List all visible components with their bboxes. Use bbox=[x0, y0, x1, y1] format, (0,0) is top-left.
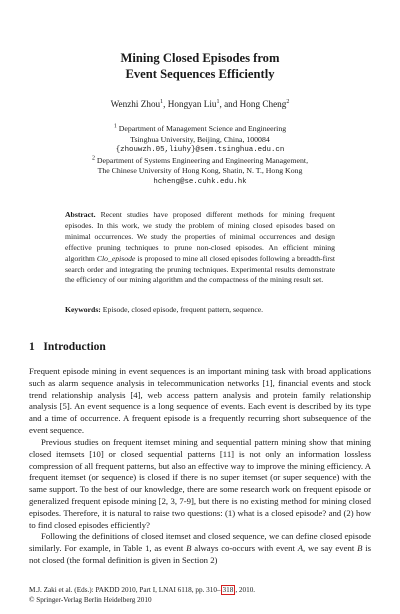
affiliation-marker: 2 bbox=[91, 155, 95, 162]
keywords-label: Keywords: bbox=[65, 305, 101, 314]
paragraph-3-text: Following the definitions of closed itemset and closed sequence, we can define closed episode similarly. For example, in Table 1, as event bbox=[29, 531, 371, 554]
affiliations bbox=[0, 124, 400, 188]
citation-text: , 2010. bbox=[235, 586, 256, 594]
event-symbol: B bbox=[357, 543, 363, 554]
abstract bbox=[65, 210, 335, 286]
paragraph-3-text: , we say event bbox=[303, 543, 358, 554]
author-affiliation-marker: 1 bbox=[216, 98, 220, 105]
section-heading bbox=[29, 341, 106, 353]
keywords-text: Episode, closed episode, frequent pattern, sequence. bbox=[100, 305, 264, 314]
affiliation-2-line-1 bbox=[0, 156, 400, 167]
affiliation-1-email: {zhouwzh.05,liuhy}@sem.tsinghua.edu.cn bbox=[115, 146, 285, 155]
affiliation-1-line-1 bbox=[0, 124, 400, 135]
abstract-text-1: Recent studies have proposed different methods for mining frequent episodes. In this work, we study the problem of mining closed episodes based on minimal occurrences. We study the properties of minimal occurrences and design effective pruning techniques to prune non-closed episodes. An efficient mining algorithm bbox=[65, 210, 335, 263]
author-name: Hong Cheng bbox=[239, 99, 287, 109]
citation-line bbox=[29, 586, 255, 596]
paragraph-1: Frequent episode mining in event sequences is an important mining task with broad applications such as alarm sequence analysis in telecommunication networks [1], financial events and stock trend relationship analysis [4], web access pattern analysis and protein family relationship analysis [5]. An event sequence is a long sequence of events. Each event is described by its type and a time of occurrence. A frequent episode is a frequently recurring short subsequence of the event sequence. bbox=[29, 366, 371, 436]
title-line-1: Mining Closed Episodes from bbox=[120, 51, 280, 65]
affiliation-2-email: hcheng@se.cuhk.edu.hk bbox=[153, 177, 247, 186]
author-separator: , bbox=[163, 99, 168, 109]
event-symbol: B bbox=[186, 543, 192, 554]
author-list bbox=[0, 99, 400, 109]
author-affiliation-marker: 2 bbox=[286, 98, 290, 105]
event-symbol: A bbox=[297, 543, 304, 554]
paragraph-3 bbox=[29, 531, 371, 566]
affiliation-marker: 1 bbox=[113, 123, 117, 130]
affiliation-2-line-2: The Chinese University of Hong Kong, Shatin, N. T., Hong Kong bbox=[97, 166, 303, 176]
copyright-line: © Springer-Verlag Berlin Heidelberg 2010 bbox=[29, 595, 152, 604]
affiliation-text: Department of Systems Engineering and Engineering Management, bbox=[96, 155, 309, 165]
footer bbox=[29, 586, 255, 605]
abstract-text-2: is proposed to mine all closed episodes following a breadth-first search order and integrating the pruning techniques. Experimental results demonstrate the efficiency of our mining algorithm and the compactness of the mining result set. bbox=[65, 253, 336, 285]
algorithm-name: Clo_episode bbox=[96, 253, 136, 263]
affiliation-text: Department of Management Science and Engineering bbox=[118, 124, 287, 133]
affiliation-1-line-2: Tsinghua University, Beijing, China, 100084 bbox=[130, 134, 270, 144]
citation-text: M.J. Zaki et al. (Eds.): PAKDD 2010, Part I, LNAI 6118, pp. 310– bbox=[29, 586, 221, 594]
paragraph-3-text: is not closed (the formal definition is given in Section 2) bbox=[29, 543, 371, 565]
title-line-2: Event Sequences Efficiently bbox=[125, 67, 275, 81]
body-text bbox=[29, 366, 371, 567]
paper-title bbox=[0, 50, 400, 82]
paragraph-3-text: always co-occurs with event bbox=[191, 543, 298, 554]
abstract-label: Abstract. bbox=[65, 210, 96, 219]
page-link[interactable]: 318 bbox=[222, 586, 234, 594]
author-affiliation-marker: 1 bbox=[160, 98, 164, 105]
section-number: 1 bbox=[29, 341, 35, 353]
paragraph-2: Previous studies on frequent itemset mining and sequential pattern mining show that mining closed itemsets [10] or closed sequential patterns [11] is not only an information lossless compression of all frequent patterns, but also an effective way to improve the mining efficiency. A frequent itemset (or sequence) is closed if there is no super itemset (or super sequence) with the same support. To the best of our knowledge, there are some research work on frequent episode or generalized frequent episode mining [2, 3, 7-9], but there is no existing method for mining closed episodes. Therefore, it is natural to raise two questions: (1) what is a closed episode? and (2) how to find closed episodes efficiently? bbox=[29, 436, 371, 530]
author-name: Hongyan Liu bbox=[167, 99, 217, 109]
keywords bbox=[65, 305, 335, 316]
author-name: Wenzhi Zhou bbox=[110, 99, 161, 109]
section-title: Introduction bbox=[43, 341, 106, 353]
author-separator: , and bbox=[219, 99, 240, 109]
